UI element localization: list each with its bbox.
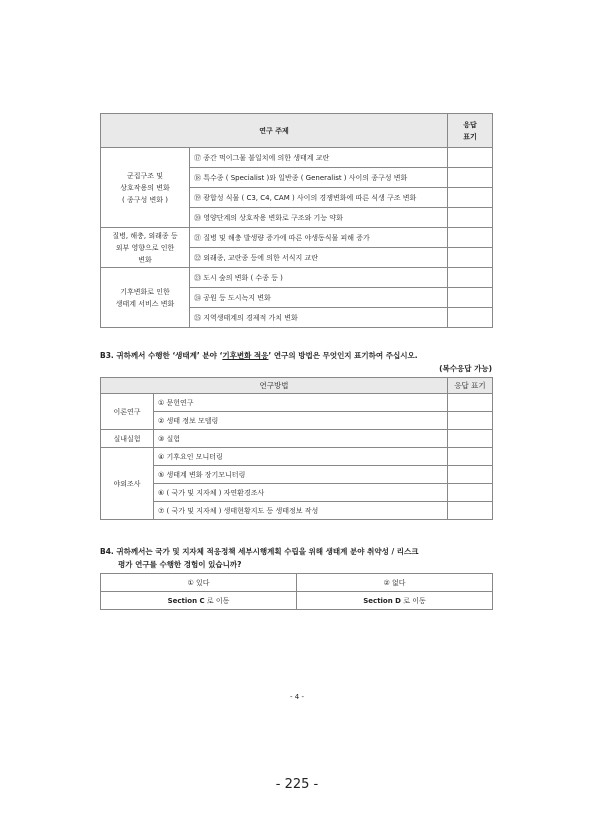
item-label: ⑥ ( 국가 및 지자체 ) 자연환경조사 [154,484,448,502]
answer-cell[interactable] [448,412,493,430]
header-method: 연구방법 [101,378,448,394]
page-number: - 225 - [275,777,319,792]
table-row [101,412,493,430]
table-row [101,430,493,448]
option-yes[interactable]: ① 있다 [101,574,297,592]
item-label: ④ 기후요인 모니터링 [154,448,448,466]
table-row [101,502,493,520]
header-answer: 응답 표기 [448,114,493,148]
answer-cell[interactable] [448,466,493,484]
item-label: ⑦ ( 국가 및 지자체 ) 생태현황지도 등 생태정보 작성 [154,502,448,520]
item-label: ㉕ 지역생태계의 경제적 가치 변화 [190,308,448,328]
item-label: ① 문헌연구 [154,394,448,412]
answer-cell[interactable] [448,484,493,502]
research-method-table [100,377,493,520]
item-label: ② 생태 정보 모델링 [154,412,448,430]
table-row [101,484,493,502]
item-label: ③ 실험 [154,430,448,448]
table-row [101,268,493,288]
question-b3: B3. 귀하께서 수행한 ‘생태계’ 분야 ‘기후변화 적응’ 연구의 방법은 무엇인지 표기하여 주십시오. [100,351,418,360]
item-label: ⑰ 종간 먹이그물 불일치에 의한 생태계 교란 [190,148,448,168]
item-label: ㉔ 공원 등 도시녹지 변화 [190,288,448,308]
table-row [101,466,493,484]
group-label: 기후변화로 인한 생태계 서비스 변화 [101,268,190,328]
experience-table [100,573,493,610]
answer-cell[interactable] [448,248,493,268]
answer-cell[interactable] [448,448,493,466]
table-row [101,394,493,412]
answer-cell[interactable] [448,268,493,288]
answer-cell[interactable] [448,168,493,188]
answer-cell[interactable] [448,288,493,308]
answer-cell[interactable] [448,208,493,228]
item-label: ⑤ 생태계 변화 장기모니터링 [154,466,448,484]
route-d: Section D 로 이동 [297,592,493,610]
group-label: 야외조사 [101,448,154,520]
page-number-small: - 4 - [290,693,304,701]
group-label: 실내실험 [101,430,154,448]
table-row [101,448,493,466]
multiple-answer-note: (복수응답 가능) [439,364,492,373]
question-b4-line2: 평가 연구를 수행한 경험이 있습니까? [118,560,242,569]
answer-cell[interactable] [448,308,493,328]
answer-cell[interactable] [448,188,493,208]
item-label: ⑲ 광합성 식물 ( C3, C4, CAM ) 사이의 경쟁변화에 따른 식생 구조 변화 [190,188,448,208]
group-label: 군집구조 및 상호작용의 변화 ( 종구성 변화 ) [101,148,190,228]
answer-cell[interactable] [448,148,493,168]
table-row [101,148,493,168]
header-answer: 응답 표기 [448,378,493,394]
item-label: ㉓ 도시 숲의 변화 ( 수종 등 ) [190,268,448,288]
item-label: ⑱ 특수종 ( Specialist )와 일반종 ( Generalist ) 사이의 종구성 변화 [190,168,448,188]
option-no[interactable]: ② 없다 [297,574,493,592]
header-topic: 연구 주제 [101,114,448,148]
item-label: ㉒ 외래종, 교란종 등에 의한 서식지 교란 [190,248,448,268]
answer-cell[interactable] [448,394,493,412]
group-label: 이론연구 [101,394,154,430]
answer-cell[interactable] [448,430,493,448]
group-label: 질병, 해충, 외래종 등 외부 영향으로 인한 변화 [101,228,190,268]
table-row [101,228,493,248]
answer-cell[interactable] [448,228,493,248]
item-label: ㉑ 질병 및 해충 발생량 증가에 따른 야생동식물 피해 증가 [190,228,448,248]
question-b4: B4. 귀하께서는 국가 및 지자체 적응정책 세부시행계획 수립을 위해 생태계 분야 취약성 / 리스크 [100,547,419,556]
research-topic-table [100,113,493,328]
route-c: Section C 로 이동 [101,592,297,610]
answer-cell[interactable] [448,502,493,520]
item-label: ⑳ 영양단계의 상호작용 변화로 구조와 기능 약화 [190,208,448,228]
